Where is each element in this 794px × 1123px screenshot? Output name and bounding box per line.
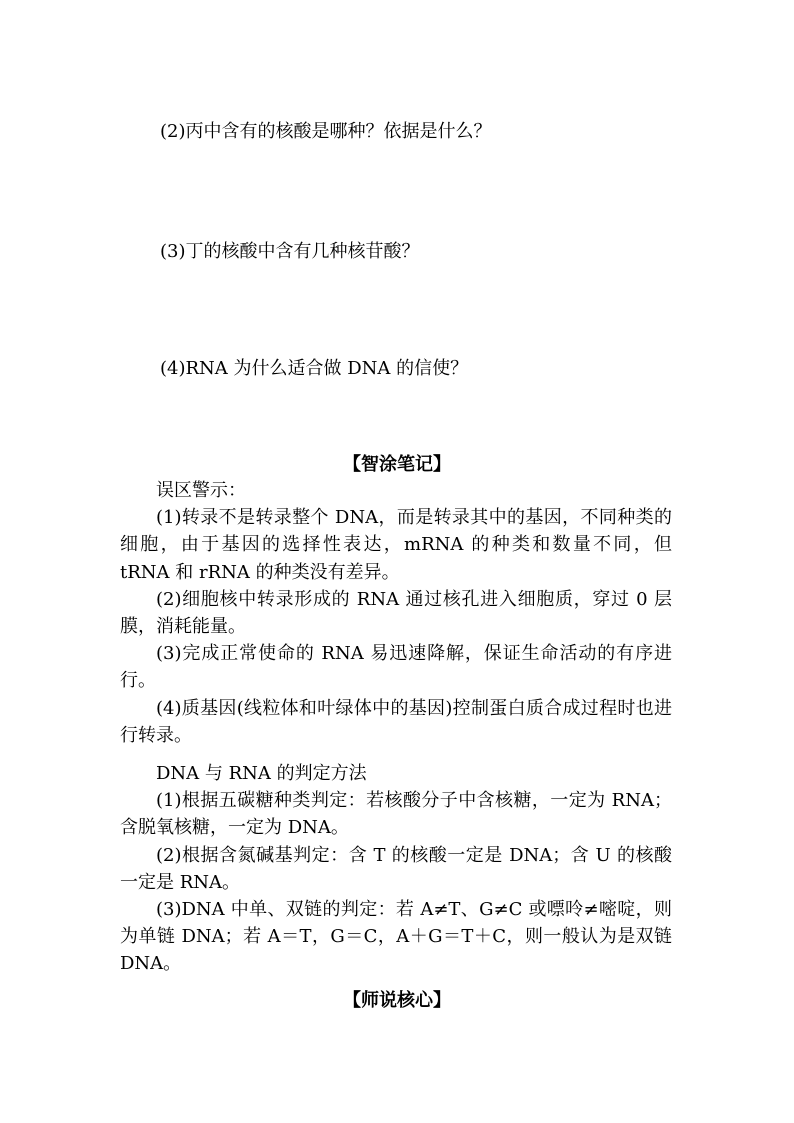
question-4: (4)RNA 为什么适合做 DNA 的信使？	[160, 358, 469, 379]
method-item-1: (1)根据五碳糖种类判定：若核酸分子中含核糖，一定为 RNA；含脱氧核糖，一定为 DNA。	[120, 790, 672, 839]
method-item-3: (3)DNA 中单、双链的判定：若 A≠T、G≠C 或嘌呤≠嘧啶，则为单链 DNA；若 A＝T，G＝C，A＋G＝T＋C，则一般认为是双链 DNA。	[120, 899, 672, 975]
misconception-item-2: (2)细胞核中转录形成的 RNA 通过核孔进入细胞质，穿过 0 层膜，消耗能量。	[120, 588, 672, 638]
teacher-heading: 【师说核心】	[343, 990, 451, 1011]
question-3: (3)丁的核酸中含有几种核苷酸？	[160, 241, 420, 262]
question-2: (2)丙中含有的核酸是哪种？依据是什么？	[160, 121, 492, 142]
method-title: DNA 与 RNA 的判定方法	[156, 763, 367, 784]
misconception-item-4: (4)质基因(线粒体和叶绿体中的基因)控制蛋白质合成过程时也进行转录。	[120, 697, 672, 746]
judgement-method-section	[120, 760, 672, 978]
misconception-title: 误区警示：	[156, 480, 246, 501]
notes-heading: 【智涂笔记】	[343, 454, 451, 475]
misconception-item-1: (1)转录不是转录整个 DNA，而是转录其中的基因，不同种类的细胞，由于基因的选择性表达，mRNA 的种类和数量不同，但 tRNA 和 rRNA 的种类没有差异。	[120, 507, 672, 583]
misconception-section	[120, 477, 672, 749]
method-item-2: (2)根据含氮碱基判定：含 T 的核酸一定是 DNA；含 U 的核酸一定是 RNA。	[120, 844, 672, 893]
misconception-item-3: (3)完成正常使命的 RNA 易迅速降解，保证生命活动的有序进行。	[120, 643, 672, 692]
